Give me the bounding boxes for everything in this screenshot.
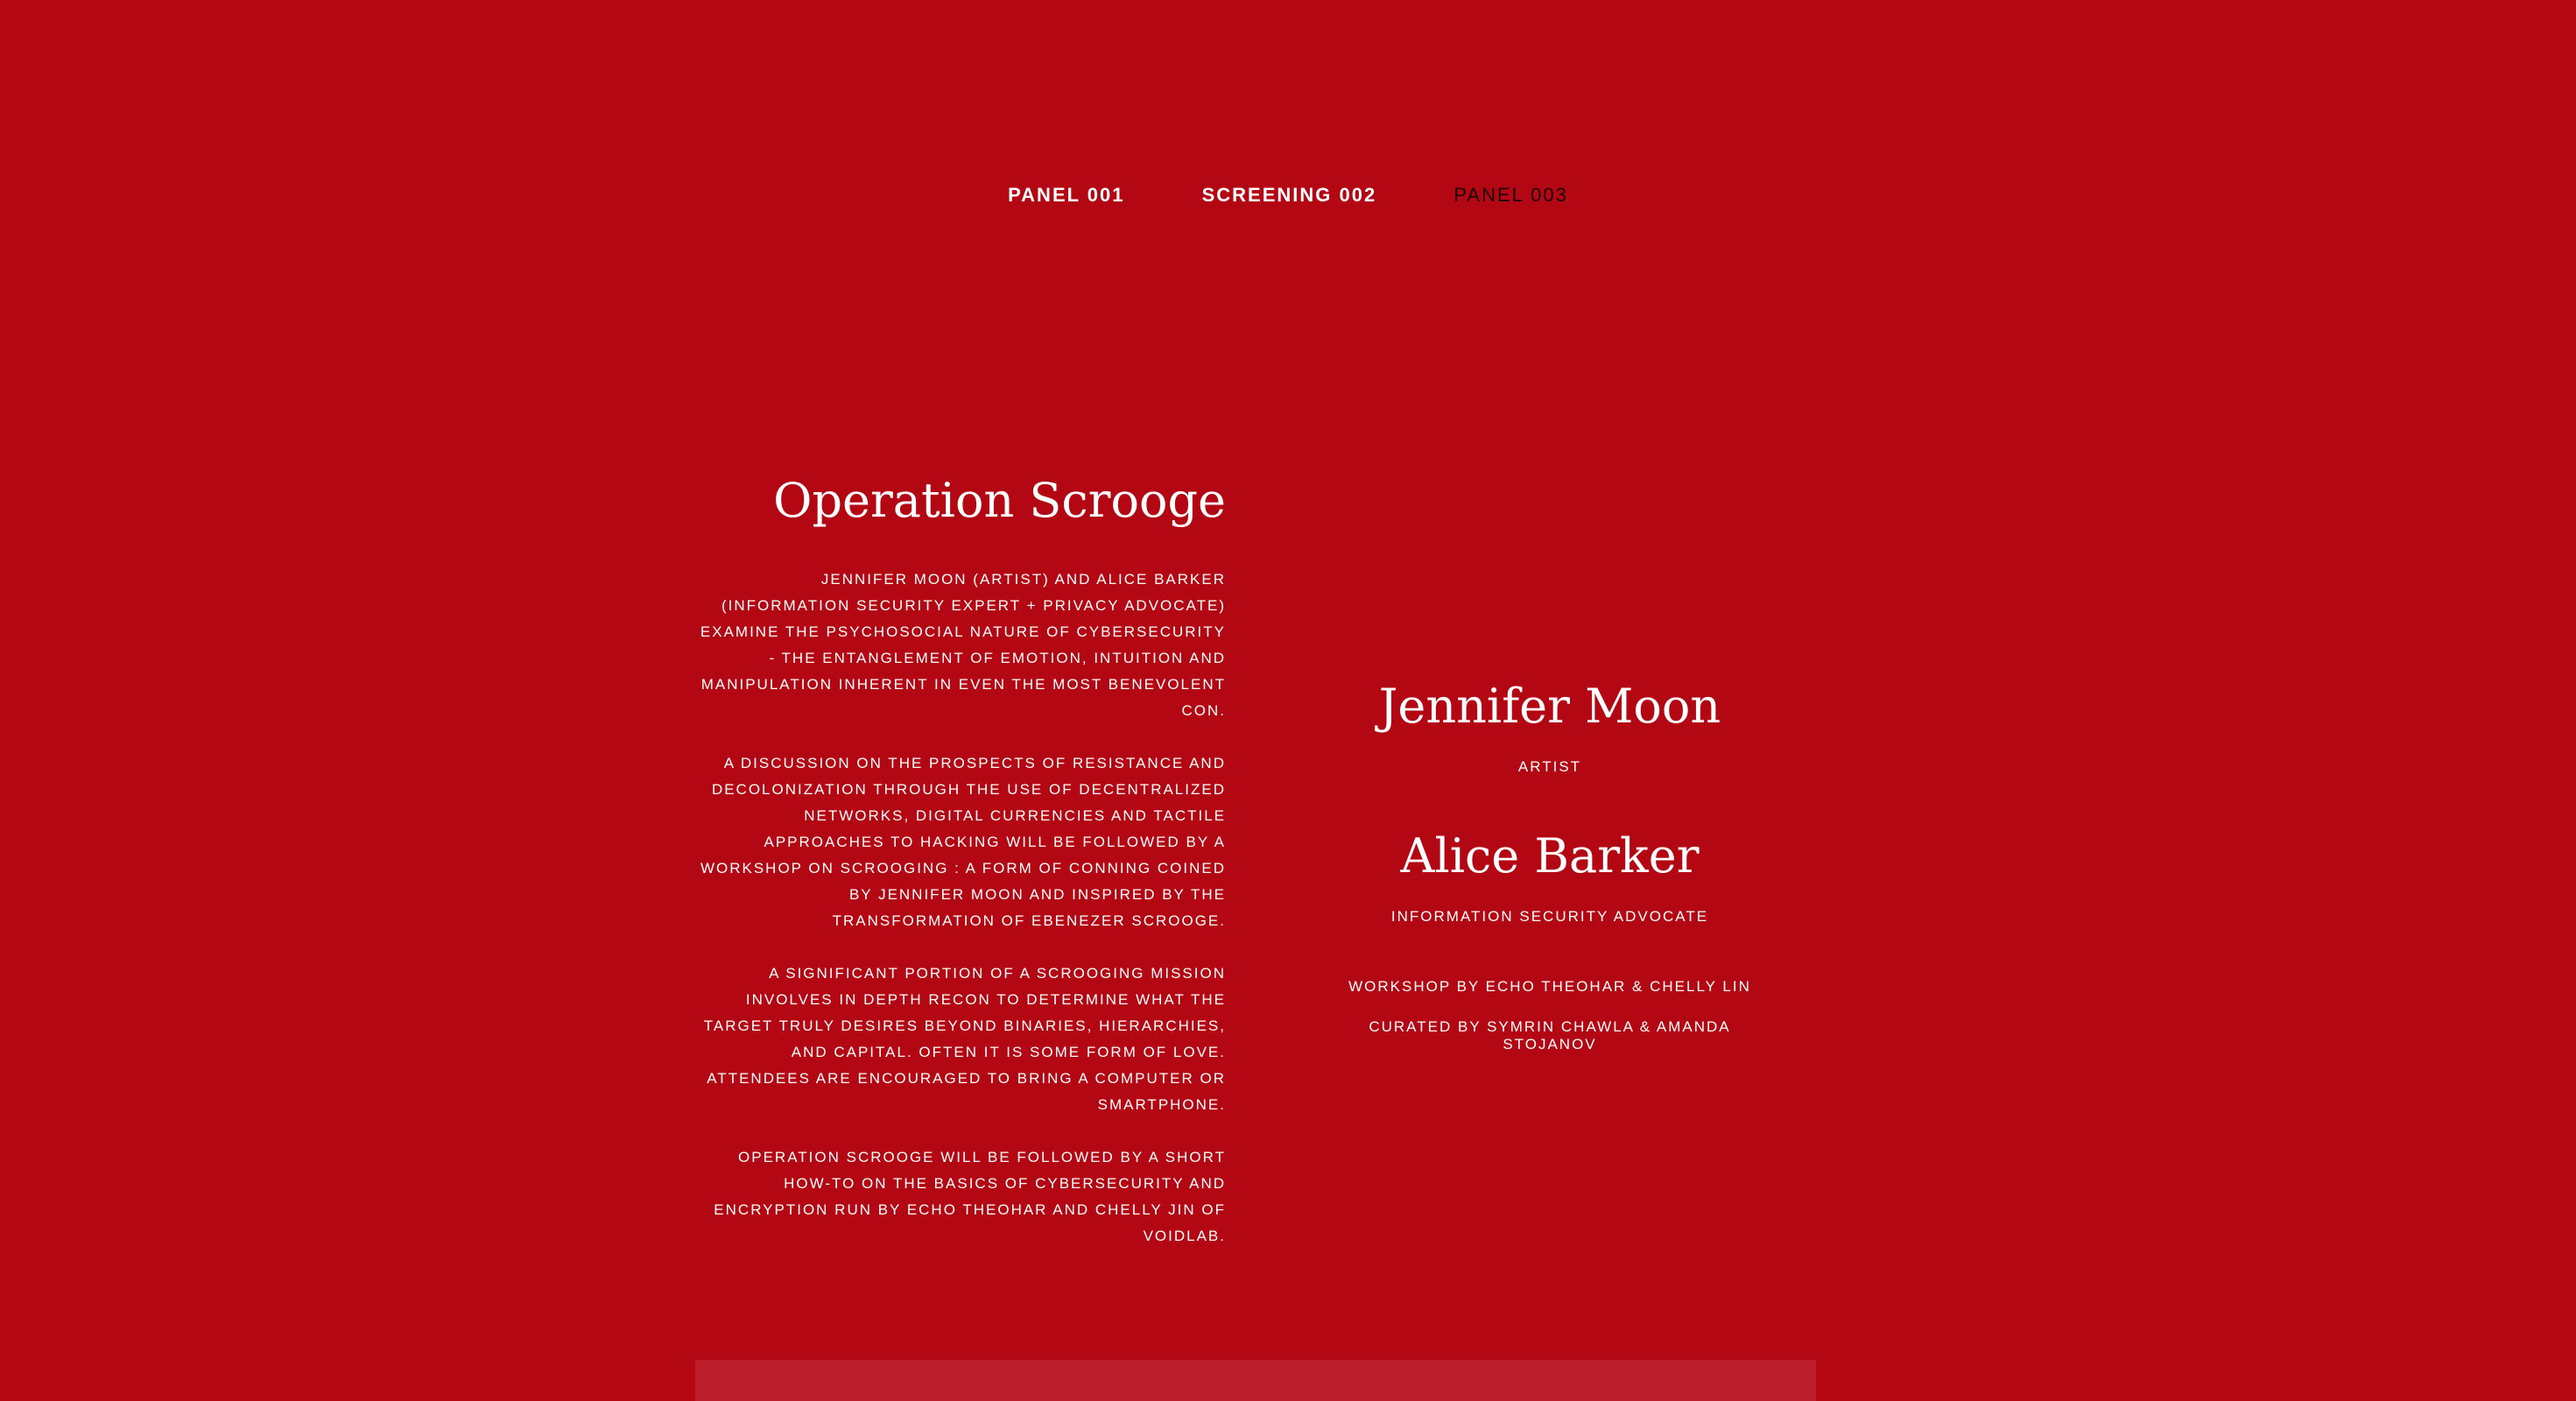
nav-panel-003[interactable]: PANEL 003 — [1453, 184, 1568, 206]
person-name-jennifer-moon: Jennifer Moon — [1378, 679, 1721, 734]
event-paragraph-2: A DISCUSSION ON THE PROSPECTS OF RESISTANCE AND DECOLONIZATION THROUGH THE USE OF DECENTRALIZED NETWORKS, DIGITAL CURRENCIES AND TACTILE APPROACHES TO HACKING WILL BE FOLLOWED BY A WORKSHOP ON SCROOGING : A FORM OF CONNING COINED BY JENNIFER MOON AND INSPIRED BY THE TRANSFORMATION OF EBENEZER SCROOGE. — [700, 755, 1226, 929]
person-role-infosec-advocate: INFORMATION SECURITY ADVOCATE — [1390, 908, 1709, 925]
participants — [1322, 679, 1777, 1076]
nav-screening-002[interactable]: SCREENING 002 — [1201, 184, 1377, 206]
footer-bar — [695, 1360, 1816, 1401]
event-paragraph-1: JENNIFER MOON (ARTIST) AND ALICE BARKER (INFORMATION SECURITY EXPERT + PRIVACY ADVOCATE) EXAMINE THE PSYCHOSOCIAL NATURE OF CYBERSECURITY - THE ENTANGLEMENT OF EMOTION, INTUITION AND MANIPULATION INHERENT IN EVEN THE MOST BENEVOLENT CON. — [700, 571, 1226, 719]
event-paragraph-3: A SIGNIFICANT PORTION OF A SCROOGING MISSION INVOLVES IN DEPTH RECON TO DETERMINE WHAT THE TARGET TRULY DESIRES BEYOND BINARIES, HIERARCHIES, AND CAPITAL. OFTEN IT IS SOME FORM OF LOVE. ATTENDEES ARE ENCOURAGED TO BRING A COMPUTER OR SMARTPHONE. — [703, 965, 1226, 1113]
person-name-alice-barker: Alice Barker — [1400, 828, 1700, 884]
nav-panel-001[interactable]: PANEL 001 — [1008, 184, 1125, 206]
event-description — [692, 473, 1226, 1276]
curated-credit: CURATED BY SYMRIN CHAWLA & AMANDA STOJANOV — [1369, 1018, 1731, 1053]
workshop-credit: WORKSHOP BY ECHO THEOHAR & CHELLY LIN — [1348, 978, 1751, 995]
event-title: Operation Scrooge — [773, 473, 1226, 528]
person-role-artist: ARTIST — [1517, 758, 1582, 775]
event-paragraph-4: OPERATION SCROOGE WILL BE FOLLOWED BY A SHORT HOW-TO ON THE BASICS OF CYBERSECURITY AND ENCRYPTION RUN BY ECHO THEOHAR AND CHELLY JIN OF VOIDLAB. — [714, 1149, 1226, 1244]
top-nav — [0, 184, 2576, 207]
